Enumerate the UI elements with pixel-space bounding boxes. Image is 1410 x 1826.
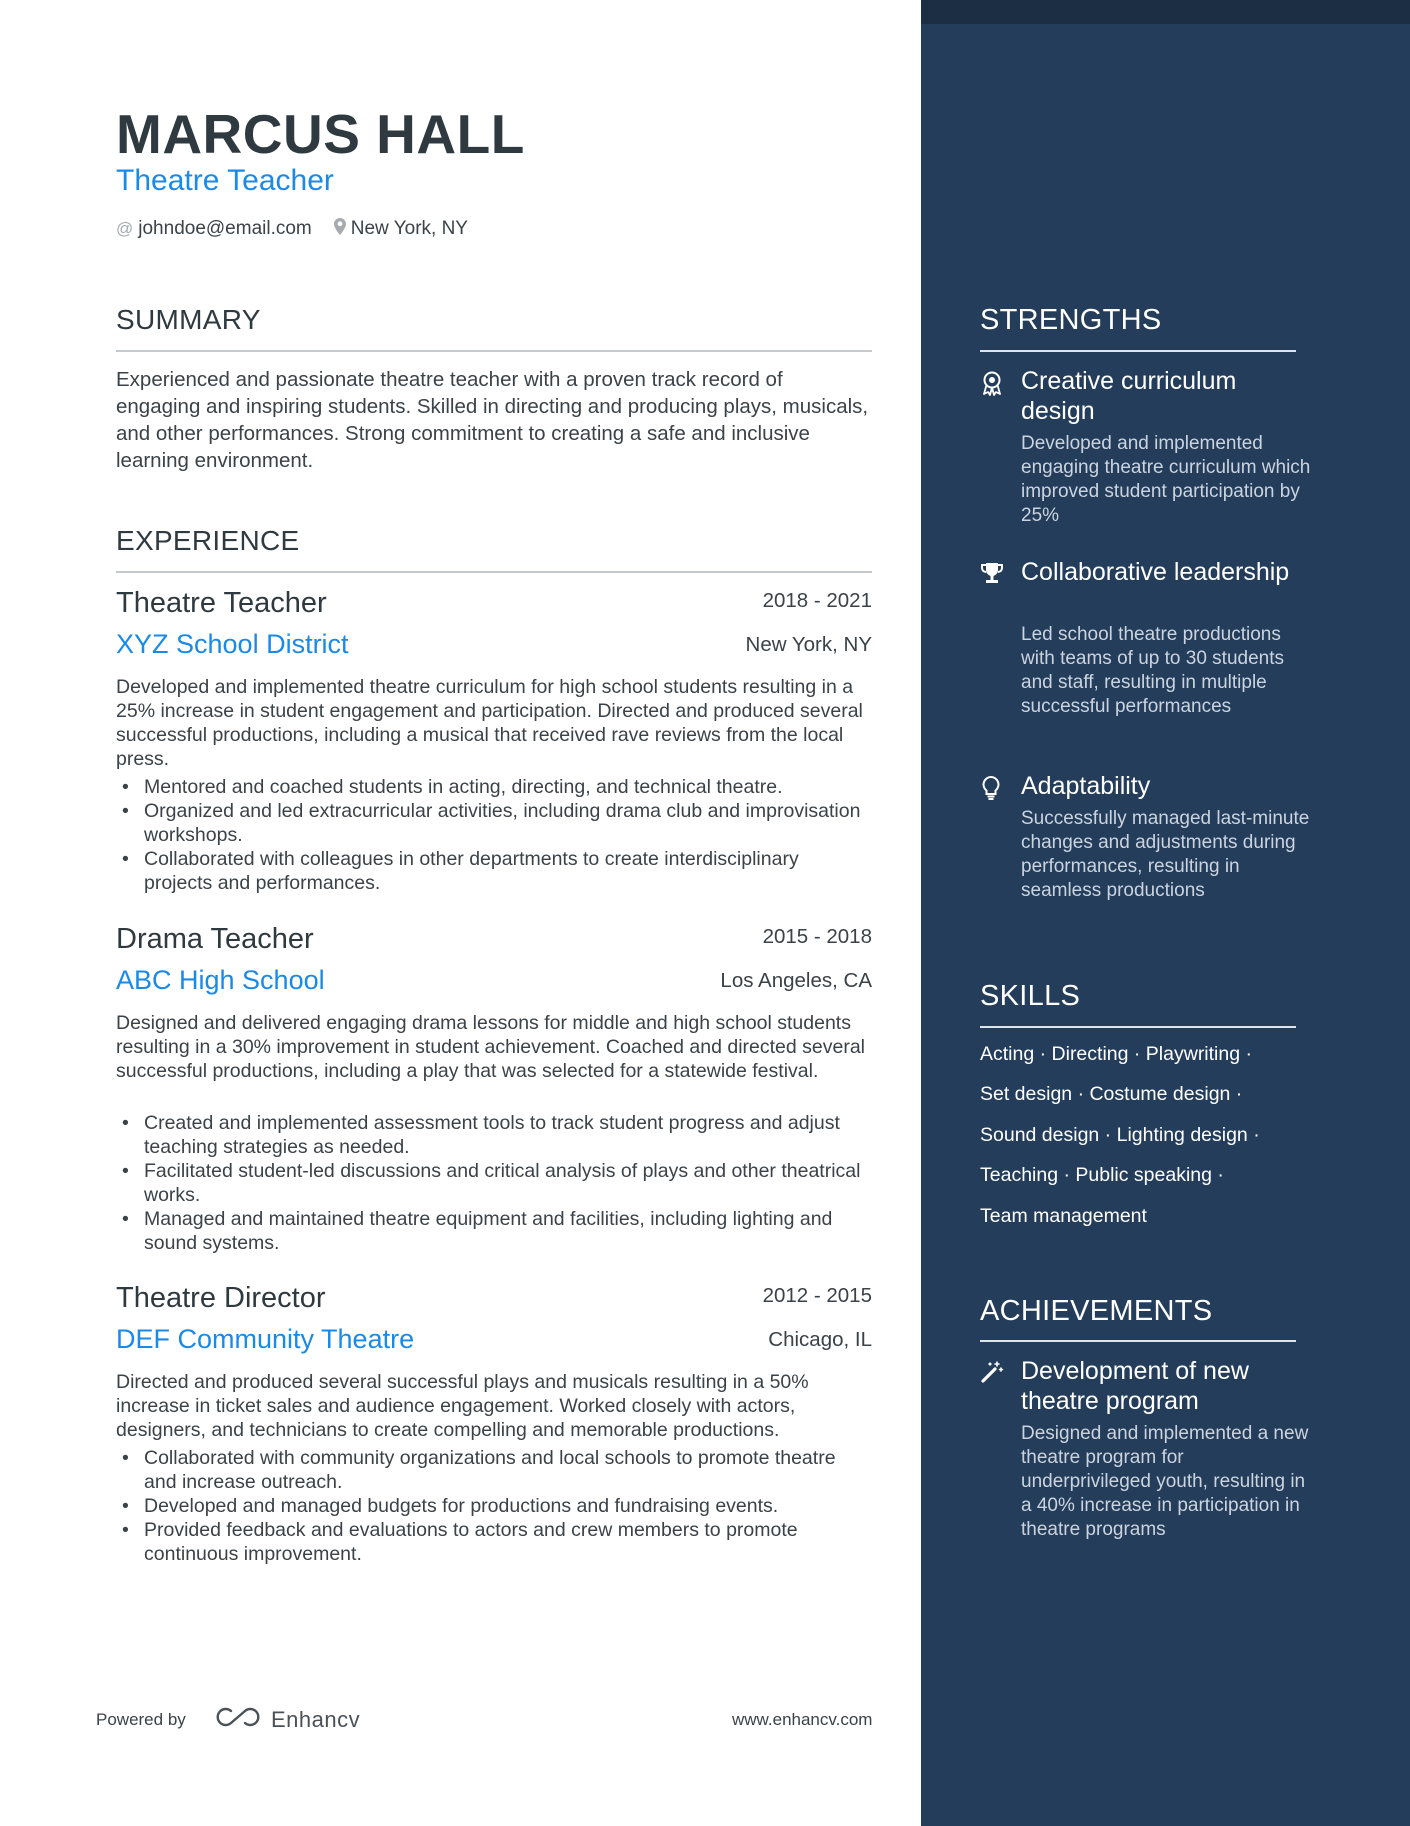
job-description: Designed and delivered engaging drama lessons for middle and high school students resulting in a 30% improvement in student achievement. Coached and directed several successful productions, including a play that was selected for a statewide festival. [116, 1012, 866, 1082]
job-title: Theatre Teacher [116, 587, 327, 619]
experience-heading: EXPERIENCE [116, 525, 300, 556]
job-location: Chicago, IL [768, 1328, 872, 1351]
list-item: • Created and implemented assessment tools to track student progress and adjust teaching strategies as needed. [116, 1111, 872, 1159]
job-company[interactable]: XYZ School District [116, 629, 349, 659]
job-location: New York, NY [745, 633, 872, 656]
candidate-name: MARCUS HALL [116, 103, 525, 165]
skills-line: Set design · Costume design · [980, 1083, 1243, 1105]
sidebar-top-bar [921, 0, 1410, 24]
job-title: Drama Teacher [116, 923, 314, 955]
strength-description: Successfully managed last-minute changes and adjustments during performances, resulting in seamless productions [1021, 808, 1310, 901]
trophy-icon [980, 561, 1006, 587]
website-link[interactable]: www.enhancv.com [732, 1710, 873, 1729]
list-item: • Managed and maintained theatre equipment and facilities, including lighting and sound systems. [116, 1207, 872, 1255]
achievement-title: Development of new theatre program [1021, 1357, 1249, 1415]
list-item: • Collaborated with community organizations and local schools to promote theatre and increase outreach. [116, 1446, 872, 1494]
skills-line: Team management [980, 1205, 1147, 1227]
job-title: Theatre Director [116, 1282, 326, 1314]
job-dates: 2018 - 2021 [762, 589, 872, 612]
strength-title: Adaptability [1021, 772, 1151, 800]
job-dates: 2015 - 2018 [762, 925, 872, 948]
achievements-heading: ACHIEVEMENTS [980, 1295, 1213, 1327]
summary-heading: SUMMARY [116, 304, 261, 335]
list-item: • Facilitated student-led discussions and critical analysis of plays and other theatrical works. [116, 1159, 872, 1207]
strengths-divider [980, 350, 1296, 352]
enhancv-brand-text: Enhancv [271, 1706, 361, 1732]
job-bullets [116, 1446, 872, 1566]
achievement-description: Designed and implemented a new theatre program for underprivileged youth, resulting in a 40% increase in participation in theatre programs [1021, 1423, 1309, 1540]
contact-location [334, 218, 468, 240]
location-text: New York, NY [350, 218, 468, 239]
skills-heading: SKILLS [980, 980, 1081, 1012]
list-item: • Provided feedback and evaluations to actors and crew members to promote continuous improvement. [116, 1518, 872, 1566]
job-dates: 2012 - 2015 [762, 1284, 872, 1307]
email-text: johndoe@email.com [138, 218, 312, 239]
contact-info [116, 218, 490, 240]
list-item: • Mentored and coached students in acting, directing, and technical theatre. [116, 775, 872, 799]
skills-line: Acting · Directing · Playwriting · [980, 1043, 1252, 1065]
skills-line: Sound design · Lighting design · [980, 1124, 1260, 1146]
location-pin-icon [334, 218, 346, 240]
job-company[interactable]: ABC High School [116, 965, 325, 995]
skills-divider [980, 1026, 1296, 1028]
job-description: Developed and implemented theatre curriculum for high school students resulting in a 25% increase in student engagement and participation. Directed and produced several successful productions, including a musical that received rave reviews from the local press. [116, 676, 863, 770]
summary-divider [116, 350, 872, 352]
job-bullets [116, 775, 872, 895]
magic-wand-icon [980, 1360, 1006, 1386]
job-company[interactable]: DEF Community Theatre [116, 1324, 415, 1354]
job-bullets [116, 1111, 872, 1255]
lightbulb-icon [980, 775, 1006, 801]
contact-email[interactable] [116, 218, 312, 240]
sidebar [921, 0, 1410, 1826]
strength-title: Collaborative leadership [1021, 558, 1290, 586]
experience-divider [116, 571, 872, 573]
award-icon [980, 370, 1006, 396]
strengths-heading: STRENGTHS [980, 304, 1162, 336]
enhancv-logo[interactable] [215, 1705, 360, 1734]
at-icon: @ [116, 219, 134, 238]
powered-by-label: Powered by [96, 1710, 186, 1729]
skills-line: Teaching · Public speaking · [980, 1164, 1224, 1186]
strength-title: Creative curriculum design [1021, 367, 1237, 425]
job-location: Los Angeles, CA [720, 969, 872, 992]
enhancv-logo-icon [215, 1705, 261, 1734]
summary-text: Experienced and passionate theatre teacher with a proven track record of engaging and inspiring students. Skilled in directing and producing plays, musicals, and other performances. Strong commitment to creating a safe and inclusive learning environment. [116, 368, 869, 472]
strength-description: Led school theatre productions with teams of up to 30 students and staff, resulting in multiple successful performances [1021, 624, 1284, 717]
list-item: • Organized and led extracurricular activities, including drama club and improvisation workshops. [116, 799, 872, 847]
strength-description: Developed and implemented engaging theatre curriculum which improved student participation by 25% [1021, 433, 1311, 526]
achievements-divider [980, 1340, 1296, 1342]
list-item: • Collaborated with colleagues in other departments to create interdisciplinary projects and performances. [116, 847, 872, 895]
list-item: • Developed and managed budgets for productions and fundraising events. [116, 1494, 872, 1518]
candidate-title: Theatre Teacher [116, 164, 334, 197]
job-description: Directed and produced several successful plays and musicals resulting in a 50% increase in ticket sales and audience engagement. Worked closely with actors, designers, and technicians to create compelling and memorable productions. [116, 1371, 809, 1441]
